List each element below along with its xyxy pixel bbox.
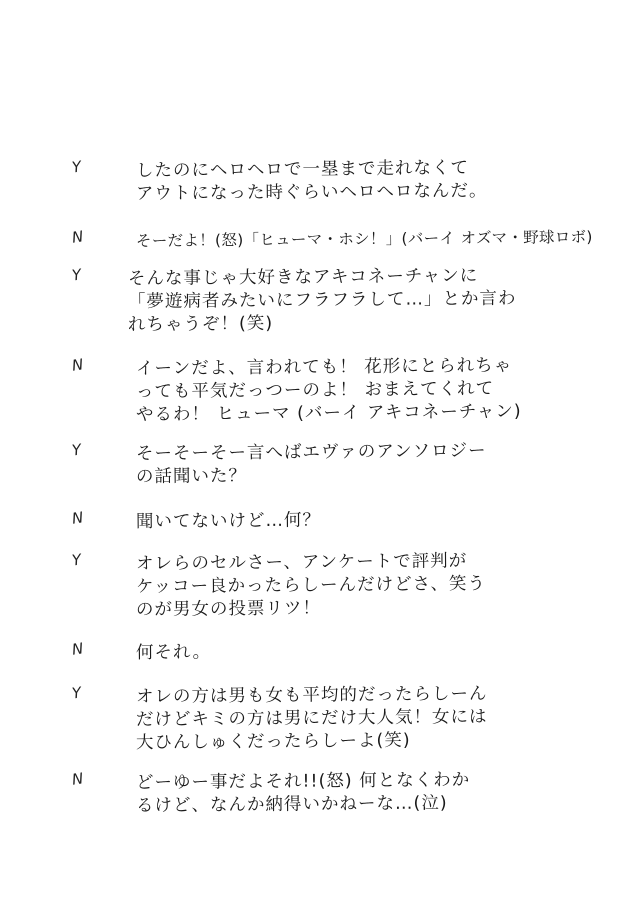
speaker-mark: N [70, 769, 85, 789]
dialogue-text [128, 266, 608, 335]
dialogue-line: オレらのセルさー、アンケートで評判が [135, 551, 468, 575]
dialogue-line: のが男女の投票リツ！ [135, 598, 322, 621]
dialogue-text [136, 684, 616, 753]
dialogue-line: 何それ。 [135, 642, 212, 664]
speaker-mark: N [70, 639, 85, 659]
dialogue-line: そーそーそー言へばエヴァのアンソロジー [135, 441, 487, 465]
dialogue-line: れちゃうぞ！(笑) [127, 313, 274, 336]
dialogue-line: の話聞いた？ [135, 466, 248, 488]
speaker-mark: Y [70, 265, 83, 285]
dialogue-line: イーンだよ、言われても！ 花形にとられちゃ [135, 355, 513, 380]
dialogue-line: 聞いてないけど…何？ [135, 510, 322, 533]
dialogue-line: どーゆー事だよそれ!!(怒) 何となくわか [135, 770, 471, 794]
dialogue-line: オレの方は男も女も平均的だったらしーん [135, 684, 488, 708]
dialogue-line: だけどキミの方は男にだけ大人気！女には [135, 707, 488, 731]
dialogue-line: そーだよ！(怒)「ヒューマ・ホシ！」(バーイ オズマ・野球ロボ) [135, 228, 593, 251]
dialogue-text [136, 640, 616, 663]
speaker-mark: N [70, 508, 85, 528]
speaker-mark: Y [70, 440, 83, 460]
dialogue-text [136, 551, 616, 620]
speaker-mark: N [70, 355, 85, 375]
dialogue-line: したのにヘロヘロで一塁まで走れなくて [135, 158, 470, 182]
dialogue-line: 「夢遊病者みたいにフラフラして…」とか言わ [127, 288, 517, 313]
dialogue-text [136, 509, 616, 532]
dialogue-text [136, 356, 616, 425]
dialogue-line: ケッコー良かったらしーんだけどさ、笑う [135, 574, 487, 598]
speaker-mark: Y [70, 157, 83, 177]
speaker-mark: N [70, 227, 85, 247]
speaker-mark: Y [70, 550, 83, 570]
dialogue-text [136, 158, 616, 204]
speaker-mark: Y [70, 683, 83, 703]
dialogue-line: そんな事じゃ大好きなアキコネーチャンに [127, 266, 479, 290]
dialogue-text [136, 441, 616, 487]
dialogue-line: 大ひんしゅくだったらしーよ(笑) [135, 730, 411, 754]
dialogue-line: るけど、なんか納得いかねーな…(泣) [135, 793, 448, 817]
dialogue-text [136, 770, 616, 816]
dialogue-text [136, 228, 616, 251]
dialogue-line: っても平気だっつーのよ！ おまえてくれて [135, 378, 495, 403]
dialogue-line: やるわ！ ヒューマ (バーイ アキコネーチャン) [135, 401, 522, 426]
dialogue-line: アウトになった時ぐらいヘロヘロなんだ。 [135, 181, 488, 205]
